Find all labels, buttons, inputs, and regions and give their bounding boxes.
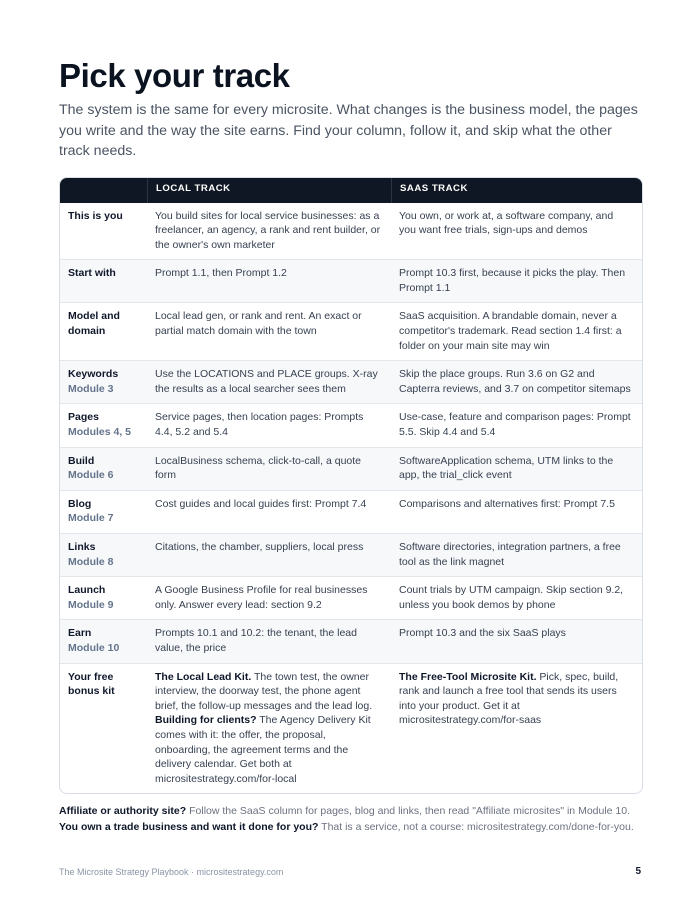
row-label: Build xyxy=(68,454,95,467)
page-title: Pick your track xyxy=(59,57,290,94)
note-trade xyxy=(59,819,641,835)
table-row xyxy=(60,490,642,533)
row-module: Module 10 xyxy=(68,641,120,654)
notes xyxy=(59,803,641,835)
local-cell: Local lead gen, or rank and rent. An exact or partial match domain with the town xyxy=(155,310,362,338)
note-affiliate-text: Follow the SaaS column for pages, blog and links, then read "Affiliate microsites" in Module 10. xyxy=(186,805,631,818)
local-cell: Prompts 10.1 and 10.2: the tenant, the lead value, the price xyxy=(155,627,357,654)
row-label-cell xyxy=(60,404,147,446)
local-cell: Use the LOCATIONS and PLACE groups. X-ray the results as a local searcher sees them xyxy=(155,368,378,395)
saas-cell: Prompt 10.3 and the six SaaS plays xyxy=(399,627,566,640)
row-module: Modules 4, 5 xyxy=(68,426,132,439)
bonus-local-text2: The Agency Delivery Kit comes with it: the offer, the proposal, onboarding, the agreement terms and the delivery calendar. Get both at micrositestrategy.com/for-local xyxy=(155,714,371,785)
row-label: Your free bonus kit xyxy=(68,670,115,698)
row-label-cell xyxy=(60,303,147,360)
local-cell: LocalBusiness schema, click-to-call, a quote form xyxy=(155,454,362,482)
table-header xyxy=(60,178,642,203)
row-label-cell xyxy=(60,203,147,260)
table-row xyxy=(60,447,642,490)
local-cell: Citations, the chamber, suppliers, local press xyxy=(155,541,364,553)
bonus-local-text: The town test, the owner interview, the doorway test, the phone agent brief, the follow-up messages and the lead log. xyxy=(155,670,373,712)
table-row xyxy=(60,203,642,260)
track-table xyxy=(59,177,643,795)
header-saas-track: SAAS TRACK xyxy=(391,178,640,203)
row-label: Keywords xyxy=(68,368,119,381)
table-body xyxy=(60,203,642,663)
row-label: Model and domain xyxy=(68,310,120,338)
intro-paragraph: The system is the same for every microsite. What changes is the business model, the pages you write and the way the site earns. Find your column, follow it, and skip what the other track needs. xyxy=(59,102,638,159)
bonus-local-title: The Local Lead Kit. xyxy=(155,670,252,683)
row-module: Module 3 xyxy=(68,382,114,395)
saas-cell: SaaS acquisition. A brandable domain, never a competitor's trademark. Read section 1.4 first: a folder on your main site may win xyxy=(399,310,622,352)
row-label-cell xyxy=(60,448,147,490)
note-affiliate xyxy=(59,803,641,819)
row-label-cell xyxy=(60,620,147,662)
table-row xyxy=(60,302,642,360)
row-label: Start with xyxy=(68,267,116,280)
table-row-bonus xyxy=(60,663,642,794)
row-label-cell xyxy=(60,491,147,533)
saas-cell: Comparisons and alternatives first: Prompt 7.5 xyxy=(399,497,615,510)
header-local-track: LOCAL TRACK xyxy=(147,178,391,203)
local-cell: A Google Business Profile for real businesses only. Answer every lead: section 9.2 xyxy=(155,584,368,611)
bonus-saas-title: The Free-Tool Microsite Kit. xyxy=(399,670,537,683)
row-label-cell xyxy=(60,260,147,302)
row-module: Module 9 xyxy=(68,598,114,611)
row-label-cell xyxy=(60,361,147,403)
local-cell: Service pages, then location pages: Prompts 4.4, 5.2 and 5.4 xyxy=(155,411,364,439)
row-label: Pages xyxy=(68,411,99,424)
page xyxy=(59,56,641,835)
row-module: Module 7 xyxy=(68,512,114,525)
row-module: Module 8 xyxy=(68,555,114,568)
row-label: Launch xyxy=(68,584,106,597)
footer-text: The Microsite Strategy Playbook · micrositestrategy.com xyxy=(59,867,284,877)
local-cell: You build sites for local service businesses: as a freelancer, an agency, a rank and rent builder, or the owner's own marketer xyxy=(155,209,381,251)
bonus-saas-text: Pick, spec, build, rank and launch a free tool that sends its users into your product. Get it at micrositestrategy.com/for-saas xyxy=(399,670,619,727)
saas-cell: Prompt 10.3 first, because it picks the play. Then Prompt 1.1 xyxy=(399,267,626,294)
bonus-local-title2: Building for clients? xyxy=(155,714,257,727)
header-empty xyxy=(60,184,147,197)
row-module: Module 6 xyxy=(68,469,114,482)
saas-cell: Count trials by UTM campaign. Skip section 9.2, unless you book demos by phone xyxy=(399,584,624,611)
row-label: Earn xyxy=(68,627,92,640)
table-row xyxy=(60,360,642,403)
bonus-saas-cell xyxy=(391,664,640,794)
local-cell: Cost guides and local guides first: Prompt 7.4 xyxy=(155,497,367,510)
table-row xyxy=(60,533,642,576)
saas-cell: You own, or work at, a software company, and you want free trials, sign-ups and demos xyxy=(399,209,614,237)
note-trade-text: That is a service, not a course: micrositestrategy.com/done-for-you. xyxy=(318,821,634,834)
local-cell: Prompt 1.1, then Prompt 1.2 xyxy=(155,267,287,280)
note-affiliate-bold: Affiliate or authority site? xyxy=(59,805,187,818)
table-row xyxy=(60,403,642,446)
row-label: Blog xyxy=(68,497,92,510)
bonus-local-cell xyxy=(147,664,391,794)
row-label: Links xyxy=(68,541,96,553)
row-label-cell xyxy=(60,577,147,619)
table-row xyxy=(60,619,642,662)
saas-cell: Use-case, feature and comparison pages: Prompt 5.5. Skip 4.4 and 5.4 xyxy=(399,411,631,439)
saas-cell: Skip the place groups. Run 3.6 on G2 and Capterra reviews, and 3.7 on competitor sitemaps xyxy=(399,368,631,395)
note-trade-bold: You own a trade business and want it done for you? xyxy=(59,821,319,834)
page-number: 5 xyxy=(635,866,641,877)
saas-cell: Software directories, integration partners, a free tool as the link magnet xyxy=(399,541,621,568)
table-row xyxy=(60,259,642,302)
saas-cell: SoftwareApplication schema, UTM links to the app, the trial_click event xyxy=(399,454,614,482)
row-label-cell xyxy=(60,534,147,576)
row-label: This is you xyxy=(68,209,123,222)
table-row xyxy=(60,576,642,619)
